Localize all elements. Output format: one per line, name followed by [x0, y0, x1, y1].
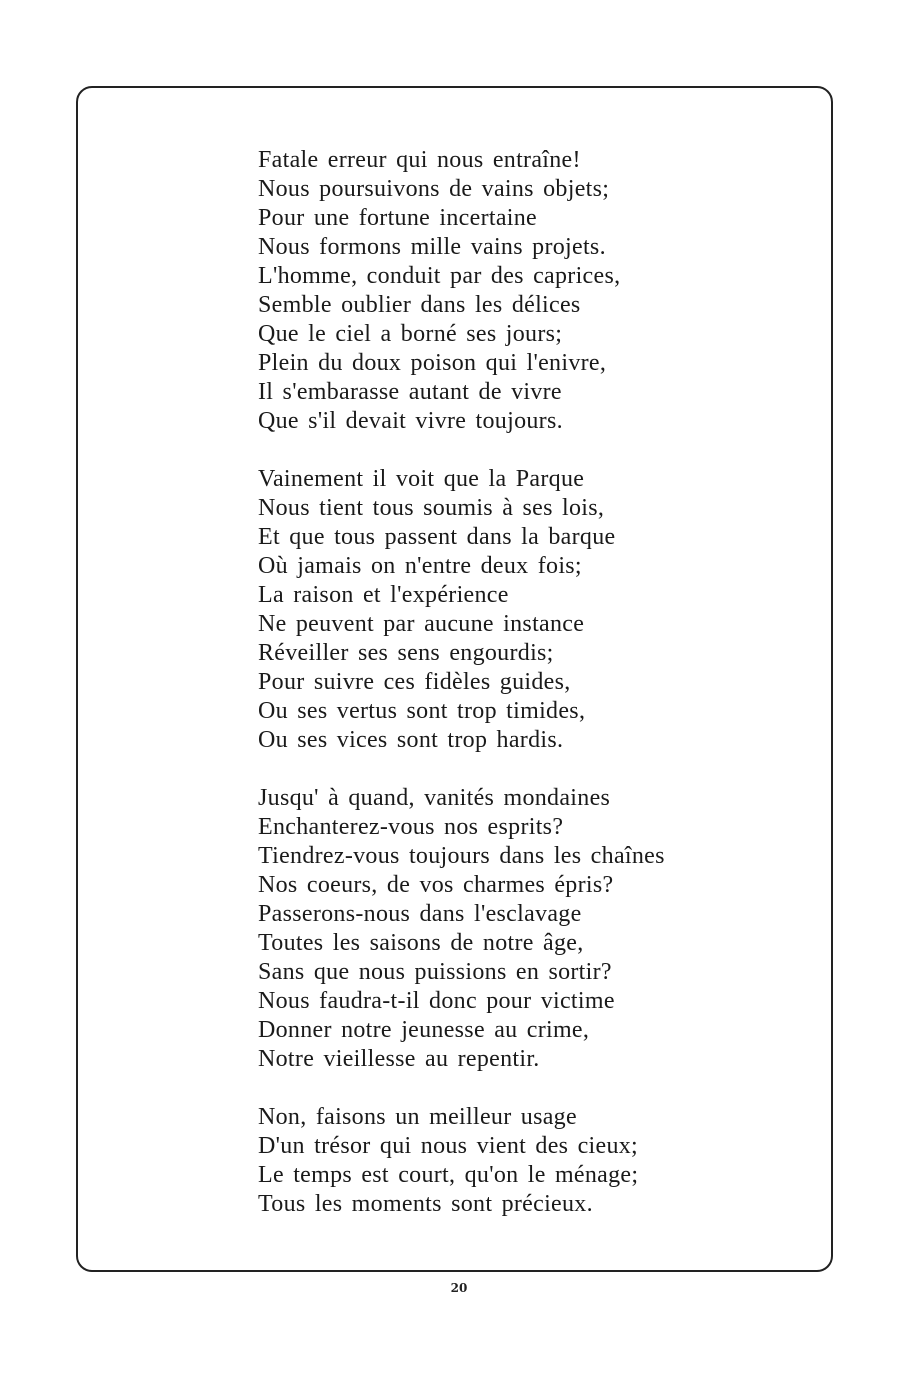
poem-line: Non, faisons un meilleur usage [258, 1104, 577, 1130]
poem-line: Ou ses vices sont trop hardis. [258, 727, 564, 753]
poem-line: Passerons-nous dans l'esclavage [258, 901, 582, 927]
poem-line: Semble oublier dans les délices [258, 292, 581, 318]
poem-line: Enchanterez-vous nos esprits? [258, 814, 564, 840]
poem-line: Nos coeurs, de vos charmes épris? [258, 872, 614, 898]
poem-line: Tous les moments sont précieux. [258, 1191, 593, 1217]
poem-line: L'homme, conduit par des caprices, [258, 263, 621, 289]
poem-line: Il s'embarasse autant de vivre [258, 379, 562, 405]
poem-line: Le temps est court, qu'on le ménage; [258, 1162, 639, 1188]
poem-line: Nous poursuivons de vains objets; [258, 176, 610, 202]
poem-line: Pour suivre ces fidèles guides, [258, 669, 571, 695]
poem-line: Pour une fortune incertaine [258, 205, 538, 231]
stanza-3 [258, 784, 778, 1074]
poem-line: Que s'il devait vivre toujours. [258, 408, 563, 434]
poem-line: Réveiller ses sens engourdis; [258, 640, 554, 666]
poem-line: Où jamais on n'entre deux fois; [258, 553, 582, 579]
stanza-1 [258, 146, 778, 436]
poem-line: Nous tient tous soumis à ses lois, [258, 495, 605, 521]
poem-line: Toutes les saisons de notre âge, [258, 930, 584, 956]
poem-line: Plein du doux poison qui l'enivre, [258, 350, 607, 376]
poem-line: Ou ses vertus sont trop timides, [258, 698, 586, 724]
poem-line: D'un trésor qui nous vient des cieux; [258, 1133, 639, 1159]
poem-line: Nous faudra-t-il donc pour victime [258, 988, 615, 1014]
poem-line: Jusqu' à quand, vanités mondaines [258, 785, 611, 811]
poem-line: Et que tous passent dans la barque [258, 524, 616, 550]
stanza-4 [258, 1103, 778, 1219]
poem-line: Sans que nous puissions en sortir? [258, 959, 612, 985]
poem-line: Nous formons mille vains projets. [258, 234, 606, 260]
poem-line: Que le ciel a borné ses jours; [258, 321, 563, 347]
poem-line: Donner notre jeunesse au crime, [258, 1017, 590, 1043]
poem-body [258, 146, 778, 1248]
poem-line: La raison et l'expérience [258, 582, 509, 608]
poem-line: Fatale erreur qui nous entraîne! [258, 147, 581, 173]
stanza-2 [258, 465, 778, 755]
poem-line: Ne peuvent par aucune instance [258, 611, 585, 637]
page-number: 20 [450, 1281, 468, 1295]
poem-line: Tiendrez-vous toujours dans les chaînes [258, 843, 665, 869]
poem-line: Notre vieillesse au repentir. [258, 1046, 540, 1072]
poem-line: Vainement il voit que la Parque [258, 466, 585, 492]
